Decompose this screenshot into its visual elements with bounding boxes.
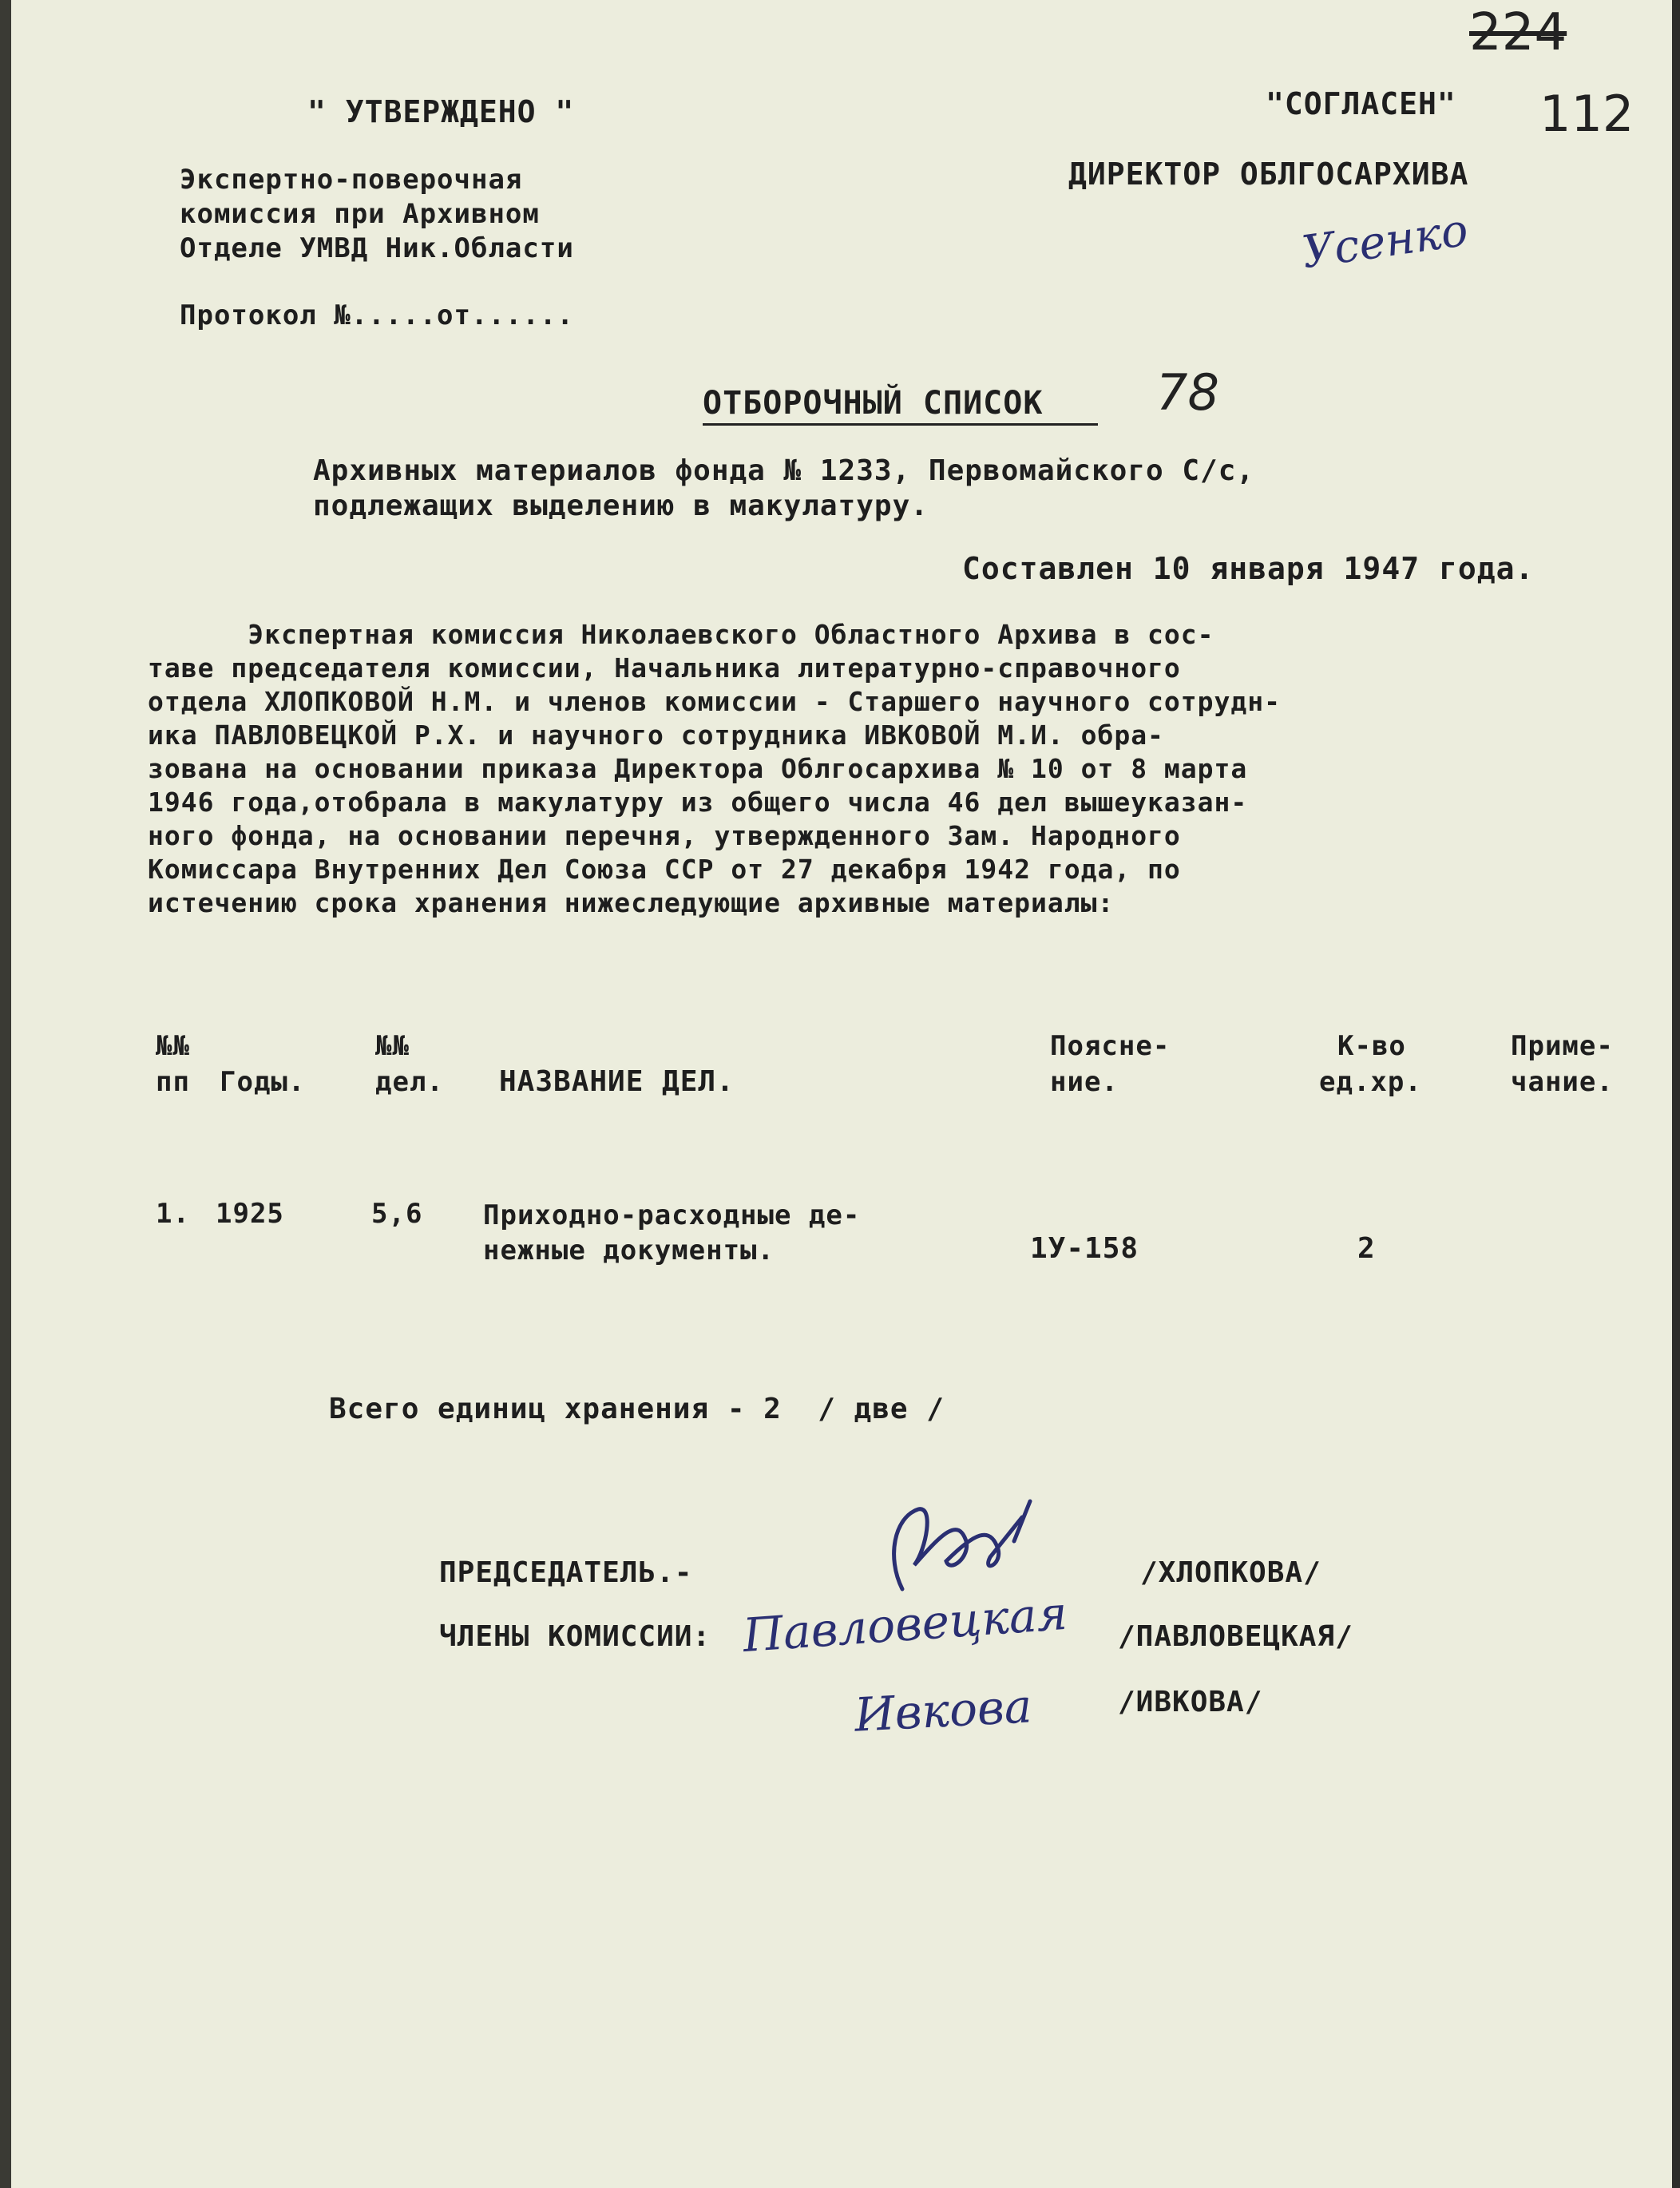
row-1-explain: 1У-158 — [1030, 1232, 1139, 1265]
member-2-signature: Ивкова — [853, 1679, 1033, 1742]
approved-stamp: " УТВЕРЖДЕНО " — [307, 94, 575, 129]
body-line-6: 1946 года,отобрала в макулатуру из общего числа 46 дел вышеуказан- — [148, 787, 1248, 818]
body-line-5: зована на основании приказа Директора Облгосархива № 10 от 8 марта — [148, 753, 1248, 784]
row-1-name-line-1: Приходно-расходные де- — [483, 1199, 861, 1231]
approved-line-3: Отделе УМВД Ник.Области — [180, 232, 574, 264]
header-qty-line-1: К-во — [1337, 1030, 1406, 1062]
members-label: ЧЛЕНЫ КОМИССИИ: — [439, 1620, 711, 1653]
body-line-3: отдела ХЛОПКОВОЙ Н.М. и членов комиссии - Старшего научного сотрудн- — [148, 686, 1282, 717]
row-1-num: 1. — [156, 1198, 190, 1230]
crossed-archive-number: 224 — [1469, 3, 1567, 62]
body-line-9: истечению срока хранения нижеследующие архивные материалы: — [148, 887, 1115, 918]
subtitle-line-2: подлежащих выделению в макулатуру. — [313, 490, 929, 522]
document-title-underline — [703, 423, 1098, 426]
row-1-name-line-2: нежные документы. — [483, 1235, 775, 1266]
approved-line-2: комиссия при Архивном — [180, 198, 540, 230]
header-years: Годы. — [220, 1066, 306, 1098]
body-line-8: Комиссара Внутренних Дел Союза ССР от 27 декабря 1942 года, по — [148, 854, 1181, 885]
chairman-name: /ХЛОПКОВА/ — [1140, 1556, 1321, 1589]
body-line-1: Экспертная комиссия Николаевского Областного Архива в сос- — [148, 619, 1214, 650]
list-number: 78 — [1156, 363, 1219, 422]
header-qty-line-2: ед.хр. — [1319, 1066, 1422, 1098]
header-explain-line-1: Поясне- — [1050, 1030, 1171, 1062]
chairman-label: ПРЕДСЕДАТЕЛЬ.- — [439, 1556, 693, 1589]
header-name: НАЗВАНИЕ ДЕЛ. — [499, 1065, 735, 1098]
chairman-signature — [870, 1485, 1062, 1605]
agreed-stamp: "СОГЛАСЕН" — [1266, 86, 1456, 121]
total-units: Всего единиц хранения - 2 / две / — [329, 1393, 945, 1425]
director-title: ДИРЕКТОР ОБЛГОСАРХИВА — [1068, 157, 1469, 192]
scan-left-edge — [0, 0, 11, 2188]
header-num-line-2: пп — [156, 1066, 190, 1098]
header-case-line-2: дел. — [375, 1066, 444, 1098]
header-explain-line-2: ние. — [1050, 1066, 1119, 1098]
approved-line-1: Экспертно-поверочная — [180, 164, 523, 196]
body-line-2: таве председателя комиссии, Начальника литературно-справочного — [148, 652, 1181, 684]
director-signature: Усенко — [1298, 204, 1472, 279]
header-note-line-1: Приме- — [1511, 1030, 1614, 1062]
body-line-4: ика ПАВЛОВЕЦКОЙ Р.Х. и научного сотрудника ИВКОВОЙ М.И. обра- — [148, 719, 1164, 751]
protocol-line: Протокол №.....от...... — [180, 299, 574, 331]
row-1-cases: 5,6 — [371, 1198, 423, 1230]
header-num-line-1: №№ — [156, 1030, 190, 1062]
sheet-number: 112 — [1539, 85, 1634, 143]
row-1-qty: 2 — [1357, 1232, 1376, 1265]
body-line-7: ного фонда, на основании перечня, утвержденного Зам. Народного — [148, 820, 1181, 851]
document-title: ОТБОРОЧНЫЙ СПИСОК — [703, 385, 1044, 422]
row-1-year: 1925 — [216, 1198, 284, 1230]
scan-right-edge — [1672, 0, 1680, 2188]
member-1-name: /ПАВЛОВЕЦКАЯ/ — [1118, 1620, 1353, 1653]
header-note-line-2: чание. — [1511, 1066, 1614, 1098]
compiled-date: Составлен 10 января 1947 года. — [962, 551, 1535, 586]
subtitle-line-1: Архивных материалов фонда № 1233, Первомайского С/с, — [313, 454, 1255, 487]
member-1-signature: Павловецкая — [741, 1585, 1069, 1663]
member-2-name: /ИВКОВА/ — [1118, 1686, 1263, 1718]
header-case-line-1: №№ — [375, 1030, 410, 1062]
